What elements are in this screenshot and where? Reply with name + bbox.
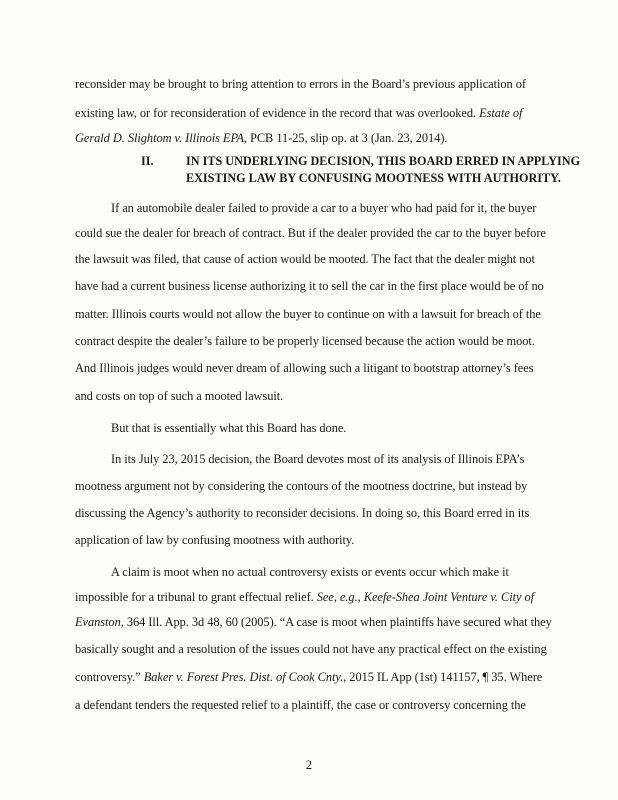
citation: Estate of (479, 106, 523, 120)
text-line: a defendant tenders the requested relief to a plaintiff, the case or controversy concerning the (75, 698, 526, 712)
heading-line: EXISTING LAW BY CONFUSING MOOTNESS WITH AUTHORITY. (186, 171, 561, 185)
citation: Gerald D. Slightom v. Illinois EPA (75, 131, 244, 145)
heading-line: IN ITS UNDERLYING DECISION, THIS BOARD ERRED IN APPLYING (186, 154, 581, 168)
page-number: 2 (305, 758, 313, 772)
text-line: Evanston, 364 Ill. App. 3d 48, 60 (2005). “A case is moot when plaintiffs have secured what they (75, 615, 552, 629)
text-line: application of law by confusing mootness with authority. (75, 533, 355, 547)
text-line: the lawsuit was filed, that cause of action would be mooted. The fact that the dealer might not (75, 252, 535, 266)
text-line: mootness argument not by considering the contours of the mootness doctrine, but instead by (75, 479, 528, 493)
text-line: But that is essentially what this Board has done. (111, 421, 347, 435)
text-line: If an automobile dealer failed to provide a car to a buyer who had paid for it, the buyer (111, 201, 537, 215)
text-line: In its July 23, 2015 decision, the Board devotes most of its analysis of Illinois EPA’s (111, 452, 525, 466)
citation: Evanston (75, 615, 121, 629)
text-line: could sue the dealer for breach of contract. But if the dealer provided the car to the buyer before (75, 226, 546, 240)
text-line: controversy.” Baker v. Forest Pres. Dist. of Cook Cnty., 2015 IL App (1st) 141157, ¶ 35. Where (75, 670, 543, 684)
text-line: Gerald D. Slightom v. Illinois EPA, PCB 11-25, slip op. at 3 (Jan. 23, 2014). (75, 131, 448, 145)
text-line: and costs on top of such a mooted lawsuit. (75, 389, 284, 403)
text-line: have had a current business license authorizing it to sell the car in the first place would be of no (75, 279, 544, 293)
text-line: contract despite the dealer’s failure to be properly licensed because the action would be moot. (75, 334, 535, 348)
section-number: II. (141, 154, 154, 168)
text-line: impossible for a tribunal to grant effectual relief. See, e.g., Keefe-Shea Joint Venture v. City of (75, 590, 535, 604)
citation: Keefe-Shea Joint Venture v. City of (363, 590, 535, 604)
text-line: reconsider may be brought to bring attention to errors in the Board’s previous application of (75, 77, 526, 91)
citation: Baker v. Forest Pres. Dist. of Cook Cnty. (143, 670, 344, 684)
text-line: discussing the Agency’s authority to reconsider decisions. In doing so, this Board erred in its (75, 506, 530, 520)
text-line: basically sought and a resolution of the issues could not have any practical effect on the existing (75, 642, 547, 656)
text-line: matter. Illinois courts would not allow the buyer to continue on with a lawsuit for breach of the (75, 307, 541, 321)
text-line: And Illinois judges would never dream of allowing such a litigant to bootstrap attorney’s fees (75, 361, 534, 375)
text-line: existing law, or for reconsideration of evidence in the record that was overlooked. Estate of (75, 106, 523, 120)
text-line: A claim is moot when no actual controversy exists or events occur which make it (111, 565, 509, 579)
citation: See, e.g. (316, 590, 358, 604)
